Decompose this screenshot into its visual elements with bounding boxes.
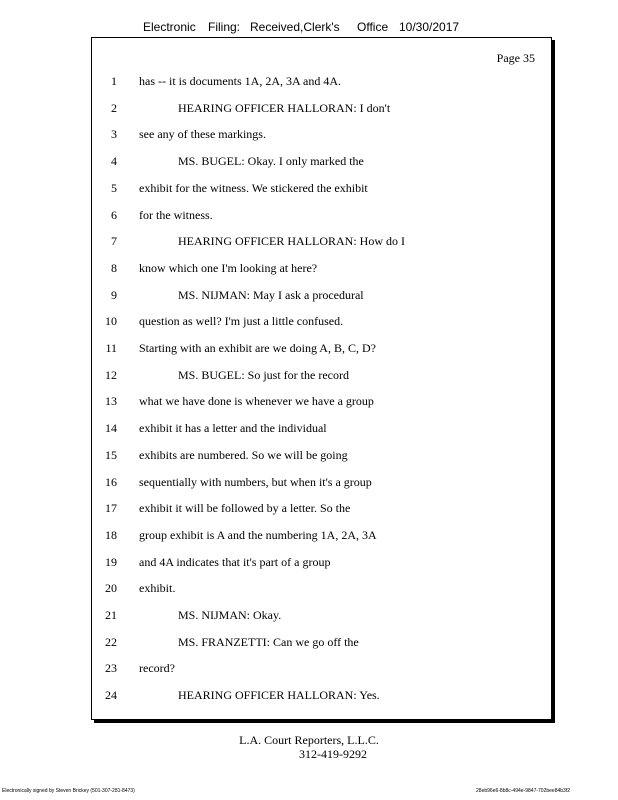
page-number: Page 35 (496, 51, 535, 65)
line-number: 7 (111, 234, 117, 249)
line-number: 14 (105, 421, 117, 436)
header-electronic: Electronic (143, 20, 196, 34)
line-number: 9 (111, 287, 117, 302)
line-number: 2 (111, 100, 117, 115)
line-number: 11 (105, 341, 117, 355)
line-text: MS. NIJMAN: Okay. (178, 608, 282, 622)
line-text: HEARING OFFICER HALLORAN: How do I (178, 234, 405, 249)
transcript-line (92, 261, 532, 279)
transcript-line (92, 501, 532, 519)
header-office: Office (357, 20, 389, 34)
transcript-line (92, 127, 532, 145)
line-text: MS. BUGEL: Okay. I only marked the (178, 154, 364, 169)
line-text: MS. BUGEL: So just for the record (178, 367, 349, 382)
line-text: for the witness. (139, 207, 213, 222)
line-text: record? (139, 661, 175, 676)
transcript-line (92, 181, 532, 199)
line-number: 8 (111, 260, 117, 275)
line-text: exhibit it has a letter and the individual (139, 421, 327, 436)
document-id: 28eb96e6-8b8c-494e-9847-702bee84b3f2 (476, 788, 570, 794)
line-text: has -- it is documents 1A, 2A, 3A and 4A. (139, 74, 341, 88)
transcript-line (92, 234, 532, 252)
transcript-line (92, 394, 532, 412)
line-number: 17 (105, 501, 117, 516)
line-number: 15 (105, 447, 117, 462)
transcript-line (92, 421, 532, 439)
line-number: 20 (105, 581, 117, 596)
reporter-phone: 312-419-9292 (299, 747, 367, 761)
line-text: group exhibit is A and the numbering 1A, 2A, 3A (139, 527, 377, 542)
line-text: what we have done is whenever we have a group (139, 394, 374, 409)
line-text: know which one I'm looking at here? (139, 260, 318, 275)
line-number: 24 (105, 688, 117, 703)
signature-text: Electronically signed by Steven Brickey (501-307-281-8473) (2, 788, 135, 794)
transcript-line (92, 154, 532, 172)
line-number: 10 (105, 314, 117, 329)
transcript-line (92, 475, 532, 493)
line-number: 16 (105, 474, 117, 489)
header-filing: Filing: (208, 20, 241, 34)
line-number: 1 (111, 74, 117, 88)
transcript-line (92, 288, 532, 306)
line-number: 6 (111, 207, 117, 222)
reporter-company: L.A. Court Reporters, L.L.C. (239, 733, 379, 747)
transcript-line (92, 635, 532, 653)
transcript-line (92, 368, 532, 386)
line-number: 3 (111, 127, 117, 142)
transcript-line (92, 661, 532, 679)
transcript-line (92, 341, 532, 359)
line-text: MS. FRANZETTI: Can we go off the (178, 634, 359, 649)
line-text: exhibit for the witness. We stickered the exhibit (139, 180, 368, 195)
line-text: HEARING OFFICER HALLORAN: I don't (178, 100, 391, 115)
transcript-line (92, 448, 532, 466)
transcript-line (92, 688, 532, 706)
line-text: exhibits are numbered. So we will be going (139, 447, 348, 462)
transcript-line (92, 74, 532, 92)
line-number: 18 (105, 527, 117, 542)
transcript-line (92, 608, 532, 626)
line-text: and 4A indicates that it's part of a group (139, 554, 331, 569)
transcript-page (91, 37, 552, 720)
transcript-line (92, 528, 532, 546)
line-number: 5 (111, 180, 117, 195)
header-received: Received,Clerk's (250, 20, 340, 34)
reporter-footer (0, 733, 618, 761)
line-text: exhibit. (139, 581, 176, 596)
line-text: exhibit it will be followed by a letter. So the (139, 501, 351, 516)
line-text: see any of these markings. (139, 127, 266, 142)
line-number: 22 (105, 634, 117, 649)
line-number: 4 (111, 154, 117, 169)
transcript-line (92, 101, 532, 119)
header-date: 10/30/2017 (399, 20, 460, 34)
line-text: MS. NIJMAN: May I ask a procedural (178, 287, 364, 302)
line-text: question as well? I'm just a little confused. (139, 314, 344, 329)
line-text: Starting with an exhibit are we doing A, B, C, D? (139, 341, 376, 355)
line-number: 19 (105, 554, 117, 569)
line-number: 12 (105, 367, 117, 382)
line-number: 21 (105, 608, 117, 622)
transcript-line (92, 208, 532, 226)
line-text: HEARING OFFICER HALLORAN: Yes. (178, 688, 380, 703)
line-text: sequentially with numbers, but when it's a group (139, 474, 372, 489)
transcript-line (92, 314, 532, 332)
line-number: 13 (105, 394, 117, 409)
transcript-line (92, 581, 532, 599)
transcript-line (92, 555, 532, 573)
filing-header (0, 20, 618, 38)
line-number: 23 (105, 661, 117, 676)
